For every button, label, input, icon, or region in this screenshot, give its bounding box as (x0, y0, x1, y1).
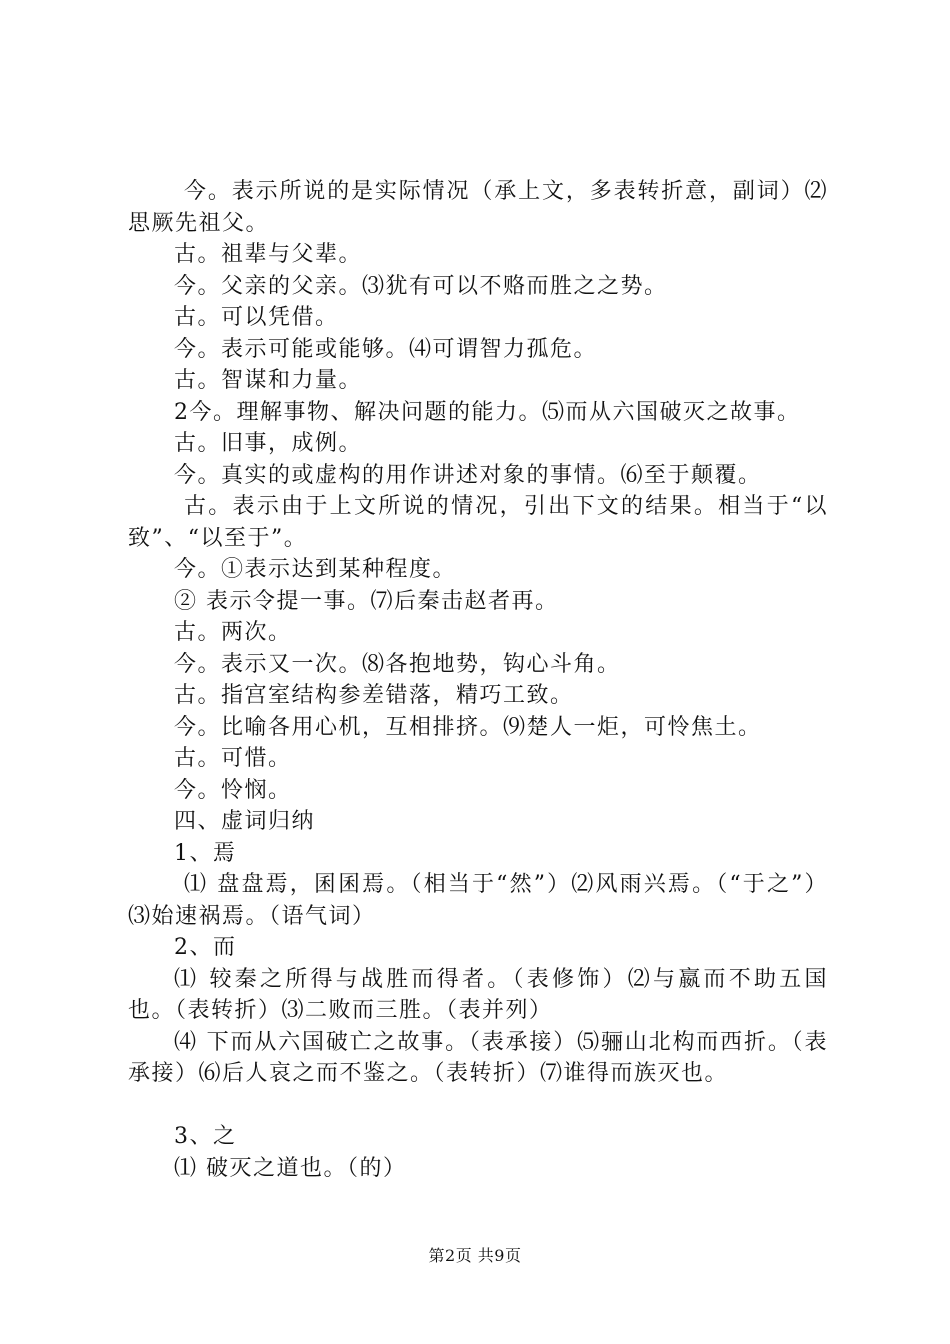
paragraph: 古。表示由于上文所说的情况，引出下文的结果。相当于“以致”、“以至于”。 (128, 494, 828, 551)
paragraph: 古。两次。 (174, 620, 292, 645)
subsection-heading: 3、之 (174, 1124, 237, 1149)
paragraph: ⑷ 下而从六国破亡之故事。（表承接）⑸骊山北构而西折。（表承接）⑹后人哀之而不鉴之。（表转折）⑺谁得而族灭也。 (128, 1029, 828, 1086)
page-number: 第2页 共9页 (428, 1246, 522, 1265)
paragraph: 今。比喻各用心机，互相排挤。⑼楚人一炬，可怜焦土。 (174, 714, 762, 740)
subsection-heading: 1、焉 (174, 840, 237, 866)
paragraph: 古。旧事，成例。 (174, 431, 363, 456)
paragraph: 2今。理解事物、解决问题的能力。⑸而从六国破灭之故事。 (174, 399, 801, 425)
paragraph: ⑴ 盘盘焉，囷囷焉。（相当于“然”）⑵风雨兴焉。（“于之”）⑶始速祸焉。（语气词） (128, 872, 828, 929)
paragraph: 今。①表示达到某种程度。 (174, 557, 457, 582)
paragraph: 今。父亲的父亲。⑶犹有可以不赂而胜之之势。 (174, 273, 668, 299)
paragraph: 古。指宫室结构参差错落，精巧工致。 (174, 683, 574, 708)
paragraph: ⑴ 较秦之所得与战胜而得者。（表修饰）⑵与嬴而不助五国也。（表转折）⑶二败而三胜。（表并列） (128, 966, 828, 1023)
paragraph: 今。真实的或虚构的用作讲述对象的事情。⑹至于颠覆。 (174, 462, 762, 488)
paragraph: 古。可惜。 (174, 746, 292, 771)
document-body (128, 176, 828, 1184)
subsection-heading: 2、而 (174, 935, 237, 960)
paragraph: 今。表示又一次。⑻各抱地势，钩心斗角。 (174, 651, 621, 677)
paragraph: 古。智谋和力量。 (174, 368, 363, 393)
paragraph: ⑴ 破灭之道也。（的） (174, 1155, 407, 1181)
paragraph: ② 表示令提一事。⑺后秦击赵者再。 (174, 588, 559, 614)
paragraph: 今。怜悯。 (174, 777, 292, 803)
paragraph: 今。表示可能或能够。⑷可谓智力孤危。 (174, 336, 598, 362)
section-heading: 四、虚词归纳 (174, 809, 316, 834)
paragraph: 古。祖辈与父辈。 (174, 242, 363, 267)
paragraph: 古。可以凭借。 (174, 305, 339, 330)
blank-line (128, 1090, 828, 1122)
paragraph: 今。表示所说的是实际情况（承上文，多表转折意，副词）⑵思厥先祖父。 (128, 179, 828, 236)
page-footer (0, 1243, 950, 1266)
